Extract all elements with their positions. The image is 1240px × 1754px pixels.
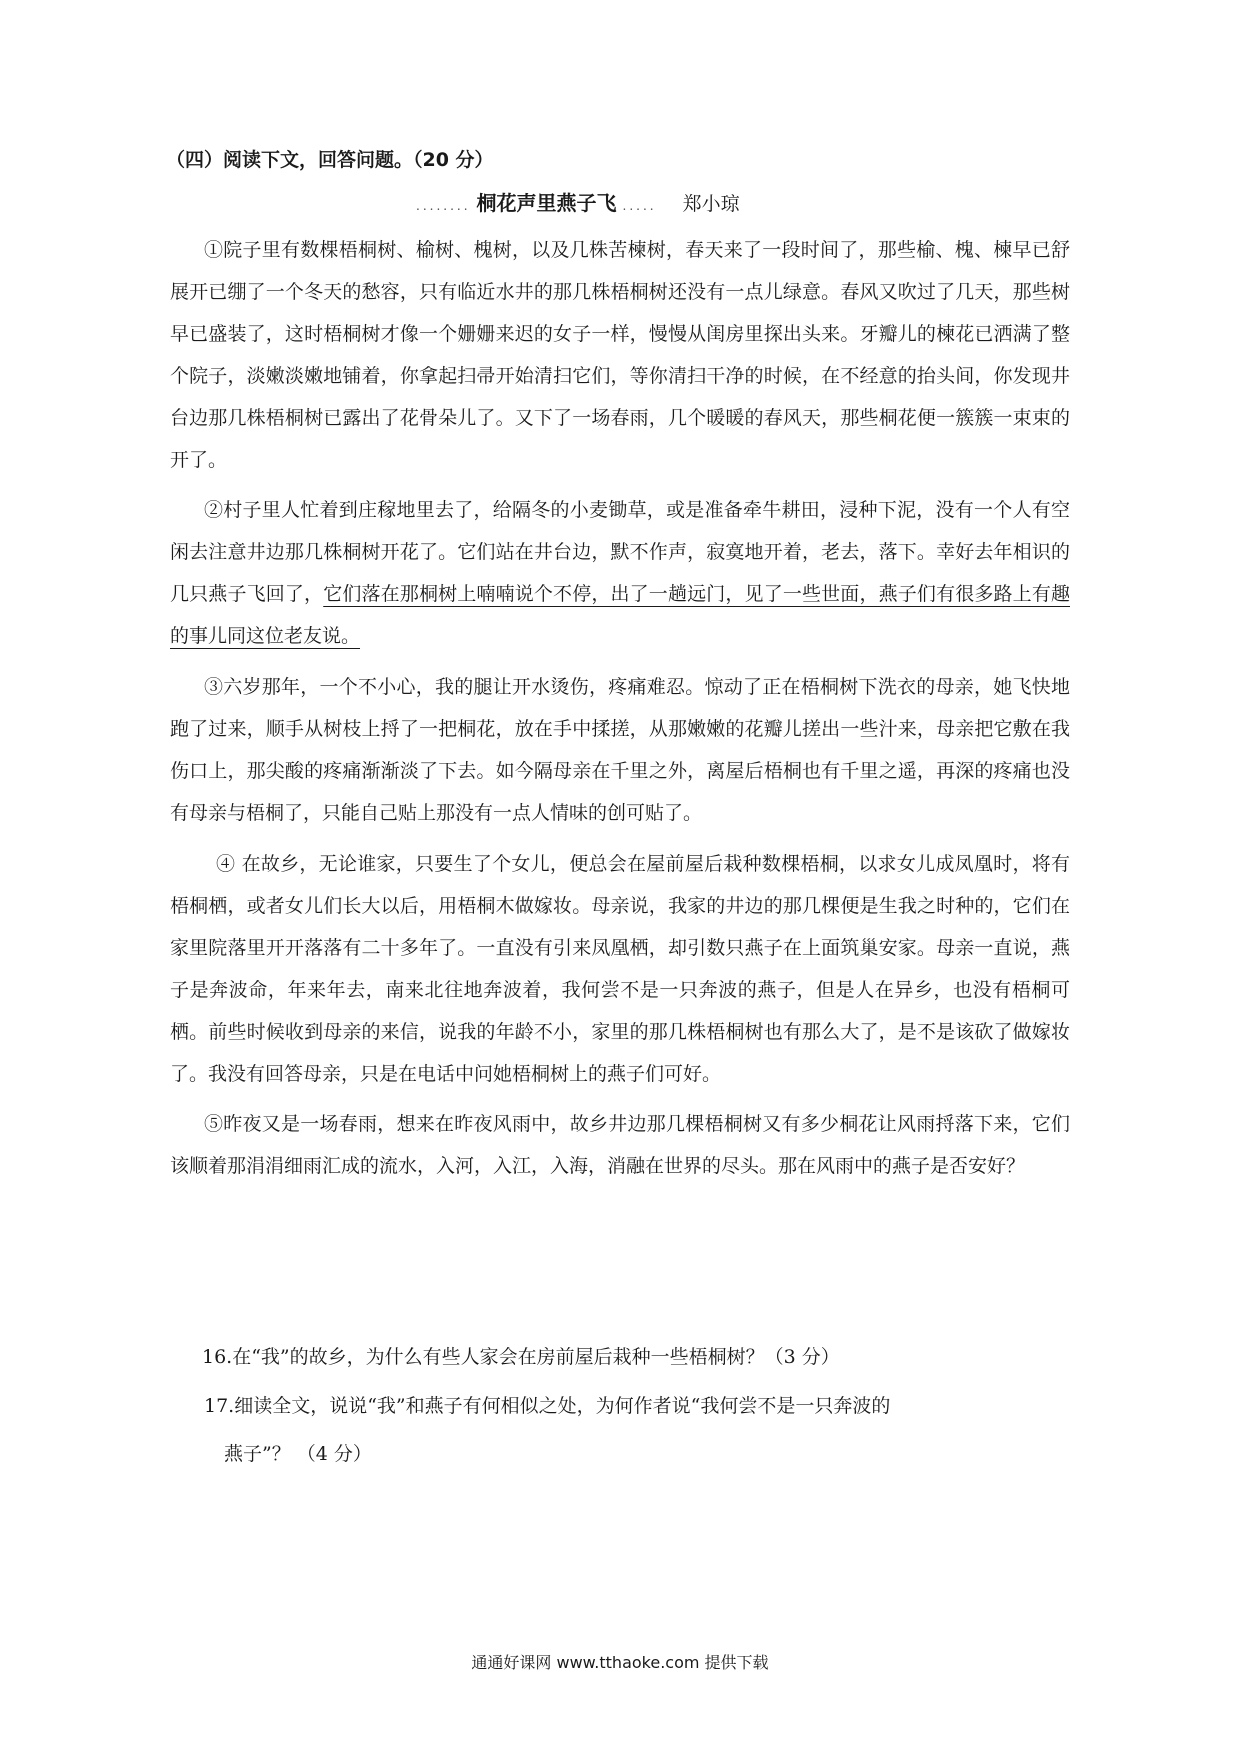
question-16: 16.在“我”的故乡，为什么有些人家会在房前屋后栽种一些梧桐树？（3 分） [202, 1346, 840, 1368]
question-17-line-1: 17.细读全文，说说“我”和燕子有何相似之处，为何作者说“我何尝不是一只奔波的 [204, 1395, 891, 1417]
article-author: 郑小琼 [682, 193, 740, 215]
title-leader-dots: ........ [416, 199, 471, 213]
paragraph-2-text: ②村子里人忙着到庄稼地里去了，给隔冬的小麦锄草，或是准备牵牛耕田，浸种下泥，没有一个人有空闲去注意井边那几株桐树开花了。它们站在井台边，默不作声，寂寞地开着，老去，落下。幸好去年相识的几只燕子飞回了， [170, 499, 1070, 605]
paragraph-4: ④ 在故乡，无论谁家，只要生了个女儿，便总会在屋前屋后栽种数棵梧桐，以求女儿成凤凰时，将有梧桐栖，或者女儿们长大以后，用梧桐木做嫁妆。母亲说，我家的井边的那几棵便是生我之时种的，它们在家里院落里开开落落有二十多年了。一直没有引来凤凰栖，却引数只燕子在上面筑巢安家。母亲一直说，燕子是奔波命，年来年去，南来北往地奔波着，我何尝不是一只奔波的燕子，但是人在异乡，也没有梧桐可栖。前些时候收到母亲的来信，说我的年龄不小，家里的那几株梧桐树也有那么大了，是不是该砍了做嫁妆了。我没有回答母亲，只是在电话中问她梧桐树上的燕子们可好。 [170, 853, 1070, 1085]
page-footer: 通通好课网 www.tthaoke.com 提供下载 [471, 1653, 769, 1672]
title-trailer-dots: ..... [622, 199, 657, 213]
article-body [170, 229, 1070, 1187]
paragraph-1: ①院子里有数棵梧桐树、榆树、槐树，以及几株苦楝树，春天来了一段时间了，那些榆、槐、楝早已舒展开已绷了一个冬天的愁容，只有临近水井的那几株梧桐树还没有一点儿绿意。春风又吹过了几天，那些树早已盛装了，这时梧桐树才像一个姗姗来迟的女子一样，慢慢从闺房里探出头来。牙瓣儿的楝花已洒满了整个院子，淡嫩淡嫩地铺着，你拿起扫帚开始清扫它们，等你清扫干净的时候，在不经意的抬头间，你发现井台边那几株梧桐树已露出了花骨朵儿了。又下了一场春雨，几个暖暖的春风天，那些桐花便一簇簇一束束的开了。 [170, 239, 1070, 471]
question-17 [204, 1385, 1074, 1475]
section-heading: （四）阅读下文，回答问题。（20 分） [166, 149, 494, 171]
paragraph-2 [170, 489, 1070, 657]
paragraph-3: ③六岁那年，一个不小心，我的腿让开水烫伤，疼痛难忍。惊动了正在梧桐树下洗衣的母亲，她飞快地跑了过来，顺手从树枝上捋了一把桐花，放在手中揉搓，从那嫩嫩的花瓣儿搓出一些汁来，母亲把它敷在我伤口上，那尖酸的疼痛渐渐淡了下去。如今隔母亲在千里之外，离屋后梧桐也有千里之遥，再深的疼痛也没有母亲与梧桐了，只能自己贴上那没有一点人情味的创可贴了。 [170, 676, 1070, 824]
article-title: 桐花声里燕子飞 [476, 191, 617, 215]
paragraph-5: ⑤昨夜又是一场春雨，想来在昨夜风雨中，故乡井边那几棵梧桐树又有多少桐花让风雨捋落下来，它们该顺着那涓涓细雨汇成的流水，入河，入江，入海，消融在世界的尽头。那在风雨中的燕子是否安好？ [170, 1113, 1070, 1177]
question-17-line-2: 燕子”？ （4 分） [224, 1443, 372, 1465]
article-title-row [416, 187, 740, 219]
paragraph-2-underlined-text: 它们落在那桐树上喃喃说个不停，出了一趟远门，见了一些世面，燕子们有很多路上有趣的事儿同这位老友说。 [170, 583, 1070, 647]
